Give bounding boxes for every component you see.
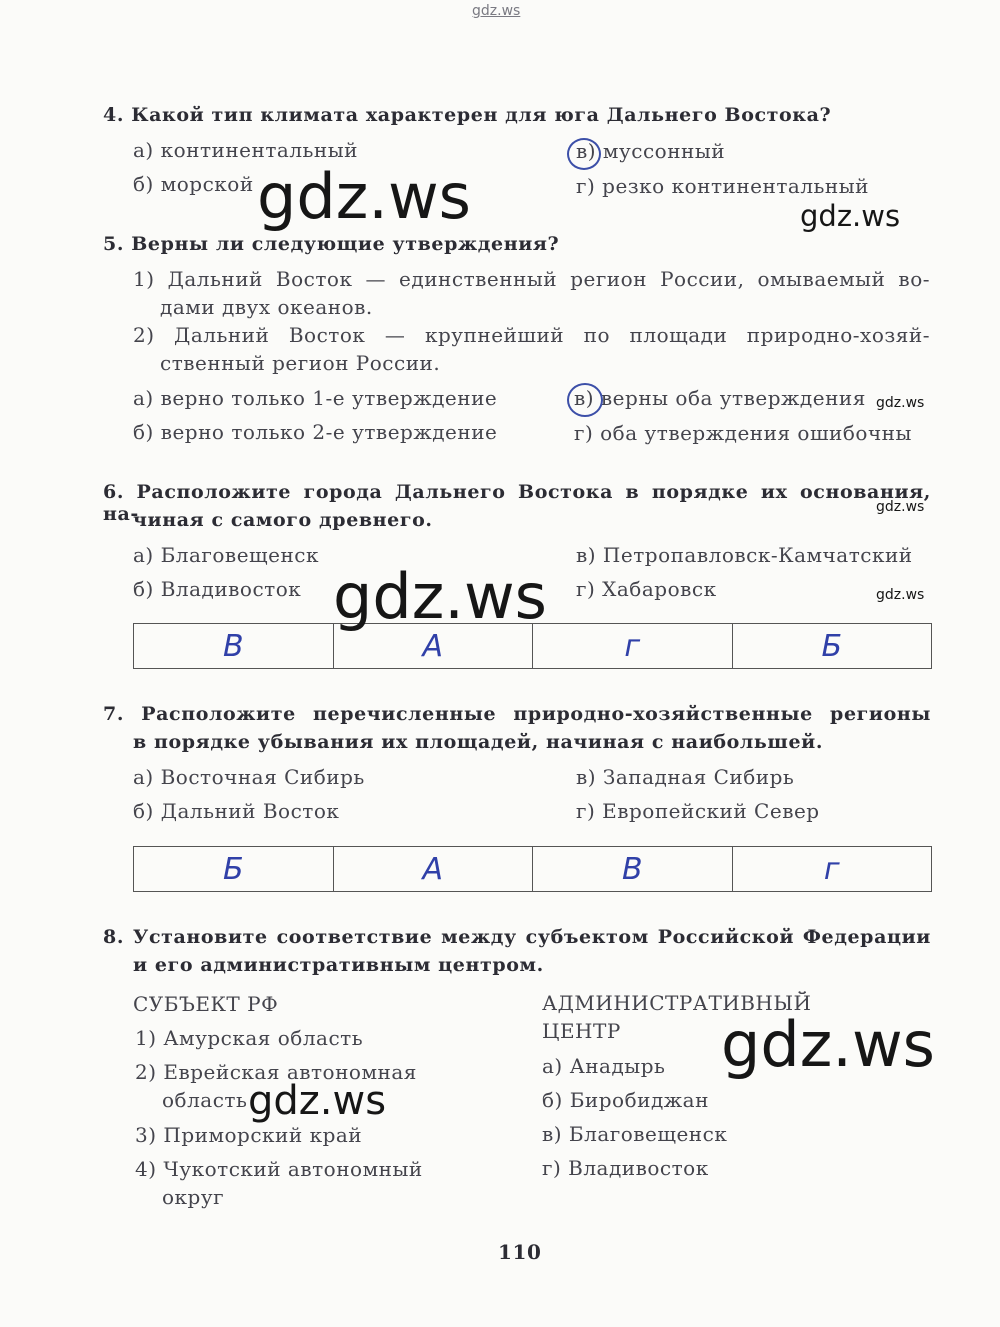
q8-left-item-2-line1: 2) Еврейская автономная [135,1060,417,1084]
q8-left-header: СУБЪЕКТ РФ [133,992,279,1016]
watermark: gdz.ws [248,1078,387,1124]
q5-statement-2-line2: ственный регион России. [160,351,441,375]
q4-option-v: в) муссонный [576,139,726,163]
q6-option-b: б) Владивосток [133,577,302,601]
question-6-title-line2: чиная с самого древнего. [133,509,433,531]
watermark: gdz.ws [800,199,901,233]
q5-option-b: б) верно только 2-е утверждение [133,420,498,444]
q4-option-a: а) континентальный [133,138,359,162]
q8-left-item-4-line1: 4) Чукотский автономный [135,1157,423,1181]
q8-left-item-1: 1) Амурская область [135,1026,364,1050]
q7-option-g: г) Европейский Север [576,799,820,823]
q5-statement-1-line2: дами двух океанов. [160,295,373,319]
question-7-title-line2: в порядке убывания их площадей, начиная с наибольшей. [133,731,824,753]
watermark: gdz.ws [876,395,925,411]
q7-answer-cell[interactable]: Б [134,847,334,892]
q7-option-b: б) Дальний Восток [133,799,340,823]
q7-answer-cell[interactable]: А [333,847,533,892]
q7-answer-cell[interactable]: г [732,847,932,892]
watermark: gdz.ws [721,1008,935,1081]
watermark: gdz.ws [257,160,471,233]
q8-right-item-a: а) Анадырь [542,1054,666,1078]
question-8-title-line2: и его административным центром. [133,954,544,976]
question-8-title-line1: 8. Установите соответствие между субъектом Российской Федерации [103,926,931,948]
q6-answer-cell[interactable]: В [134,624,334,669]
q5-option-g: г) оба утверждения ошибочны [574,421,912,445]
q7-option-v: в) Западная Сибирь [576,765,795,789]
q8-right-item-v: в) Благовещенск [542,1122,728,1146]
q6-answer-cell[interactable]: Б [732,624,932,669]
watermark: gdz.ws [876,587,925,603]
q8-right-item-b: б) Биробиджан [542,1088,709,1112]
q7-option-a: а) Восточная Сибирь [133,765,365,789]
watermark: gdz.ws [333,560,547,633]
watermark: gdz.ws [876,499,925,515]
q6-option-a: а) Благовещенск [133,543,319,567]
question-5-title: 5. Верны ли следующие утверждения? [103,233,560,255]
q6-answer-cell[interactable]: А [333,624,533,669]
q6-option-v: в) Петропавловск-Камчатский [576,543,913,567]
question-7-title-line1: 7. Расположите перечисленные природно-хозяйственные регионы [103,703,931,725]
q5-statement-1-line1: 1) Дальний Восток — единственный регион России, омываемый во- [133,267,930,291]
q8-right-header-line1: АДМИНИСТРАТИВНЫЙ [542,991,812,1015]
q8-right-item-g: г) Владивосток [542,1156,709,1180]
q8-left-item-2-line2: область [162,1088,248,1112]
q6-option-g: г) Хабаровск [576,577,717,601]
watermark-top: gdz.ws [472,3,521,19]
q4-option-b: б) морской [133,172,254,196]
q4-option-g: г) резко континентальный [576,174,870,198]
q8-right-header-line2: ЦЕНТР [542,1019,621,1043]
q5-statement-2-line1: 2) Дальний Восток — крупнейший по площади природно-хозяй- [133,323,930,347]
question-6-title-line1: 6. Расположите города Дальнего Востока в порядке их основания, на- [103,481,931,525]
q7-answer-cell[interactable]: В [533,847,733,892]
page-number: 110 [498,1240,542,1264]
q8-left-item-3: 3) Приморский край [135,1123,363,1147]
q5-option-a: а) верно только 1-е утверждение [133,386,498,410]
q5-option-v: в) верны оба утверждения [574,386,866,410]
q8-left-item-4-line2: округ [162,1185,225,1209]
q6-answer-cell[interactable]: г [533,624,733,669]
q7-answer-table [133,846,932,892]
question-4-title: 4. Какой тип климата характерен для юга Дальнего Востока? [103,104,832,126]
